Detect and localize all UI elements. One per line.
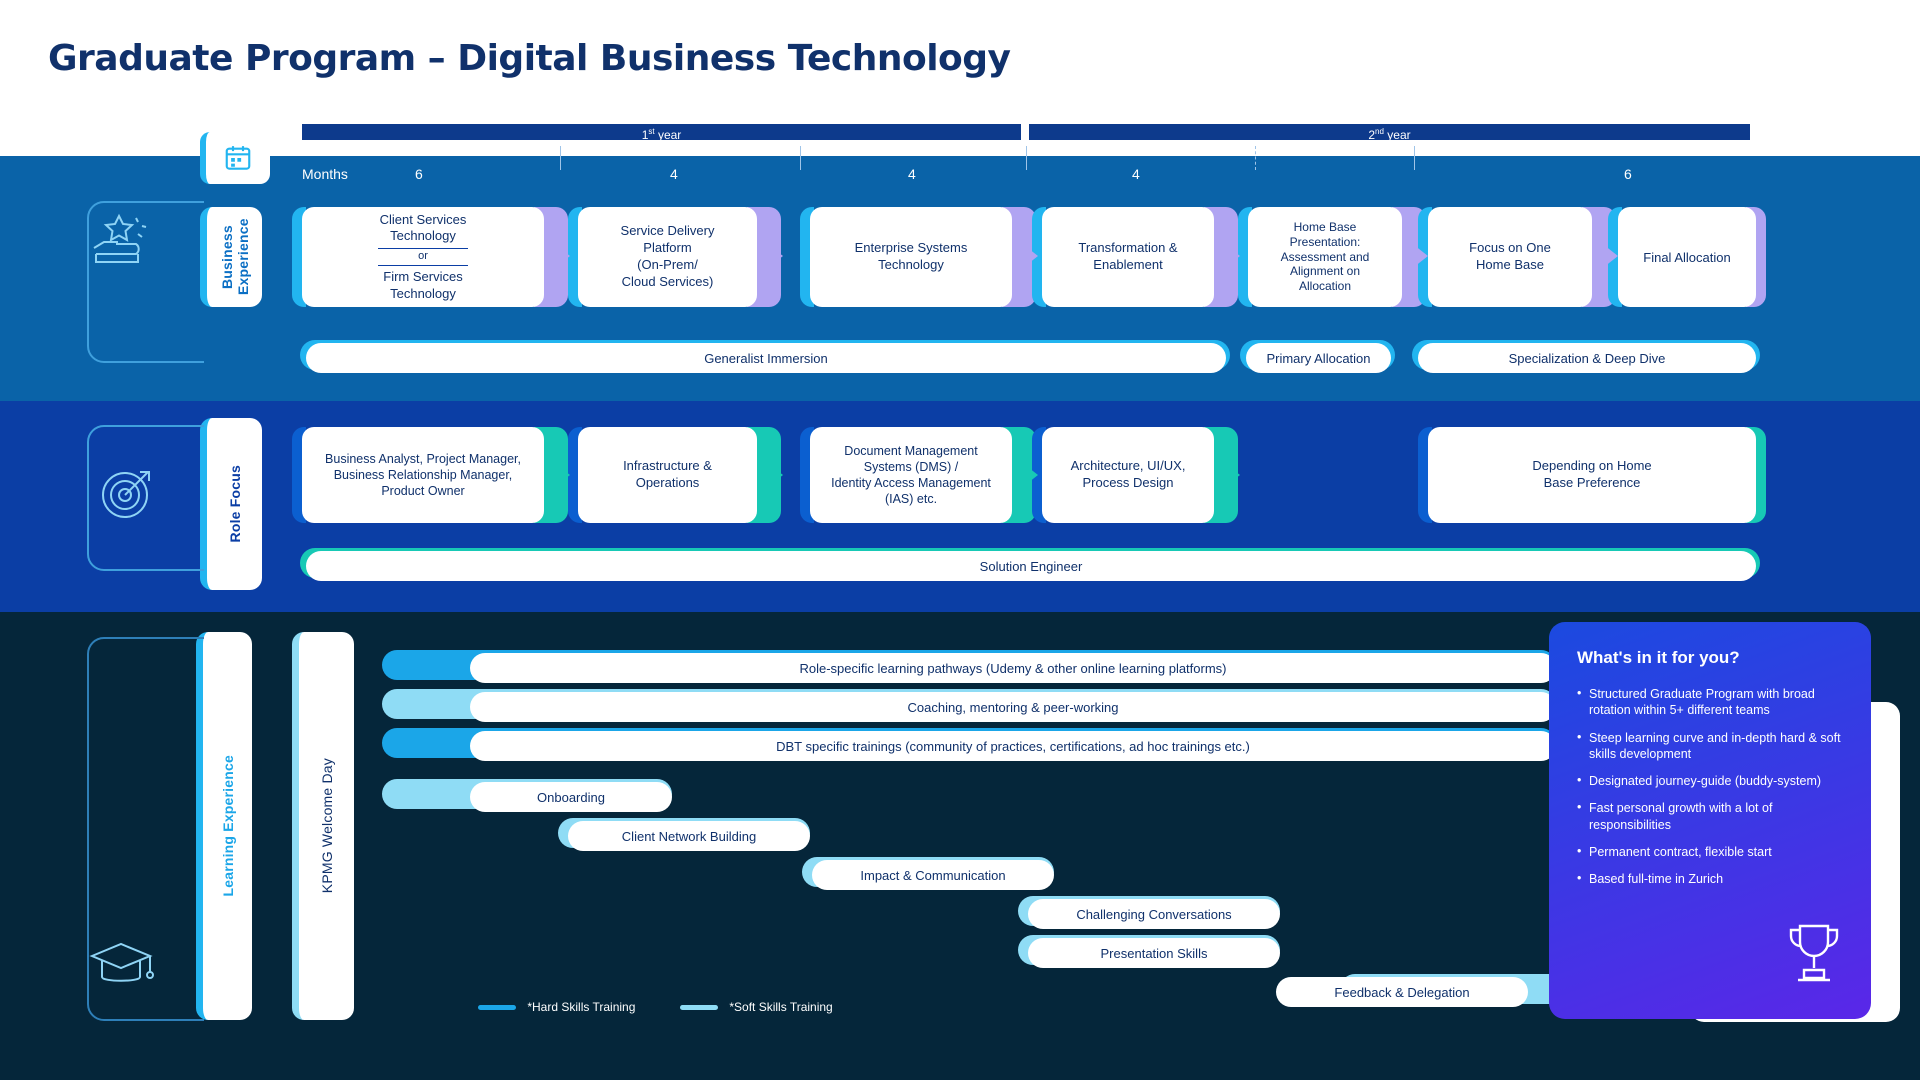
business-card-0-line-2: Firm Services: [383, 269, 463, 285]
role-focus-label-text: Role Focus: [226, 465, 243, 543]
hand-star-icon: [86, 208, 150, 275]
page-title: Graduate Program – Digital Business Technology: [48, 38, 1011, 79]
graduation-cap-icon: [86, 938, 156, 1001]
role-card-4[interactable]: [1418, 427, 1762, 523]
learning-bar-5-label: Impact & Communication: [860, 867, 1006, 883]
benefits-item-4: • Permanent contract, flexible start: [1577, 844, 1847, 860]
year-2-bar: [1029, 124, 1750, 140]
business-card-5-line-0: Focus on One: [1469, 240, 1551, 256]
business-card-5[interactable]: [1418, 207, 1598, 307]
role-card-3-line-0: Architecture, UI/UX,: [1070, 458, 1186, 474]
months-label: Months: [302, 166, 348, 182]
year-2-suffix: year: [1383, 128, 1411, 142]
year-2-sup: nd: [1375, 127, 1384, 136]
role-card-2-line-3: (IAS) etc.: [884, 492, 938, 506]
role-card-0-line-0: Business Analyst, Project Manager,: [325, 451, 521, 466]
benefits-item-3: • Fast personal growth with a lot of responsibilities: [1577, 800, 1847, 833]
role-card-2-line-0: Document Management: [844, 444, 978, 458]
learning-bar-7-label: Presentation Skills: [1100, 945, 1208, 961]
business-rail-0: [306, 343, 1226, 373]
year-1-number: 1: [641, 128, 649, 142]
business-card-5-line-1: Home Base: [1476, 257, 1544, 272]
business-card-2[interactable]: [800, 207, 1018, 307]
business-card-0-line-3: Technology: [390, 285, 456, 301]
business-card-1-line-2: (On-Prem/: [637, 257, 698, 272]
business-card-0-line-1: Technology: [390, 228, 456, 244]
learning-bar-1: [470, 692, 1556, 722]
role-card-0-line-1: Business Relationship Manager,: [333, 467, 513, 482]
business-card-0[interactable]: [292, 207, 550, 307]
learning-bar-6-label: Challenging Conversations: [1076, 906, 1232, 922]
role-card-4-line-1: Base Preference: [1543, 475, 1641, 490]
role-card-3-line-1: Process Design: [1082, 475, 1174, 490]
business-card-6[interactable]: [1608, 207, 1762, 307]
benefits-item-2: • Designated journey-guide (buddy-system): [1577, 773, 1847, 789]
benefits-list: [1577, 686, 1847, 887]
learning-bar-4-label: Client Network Building: [621, 828, 757, 844]
learning-bar-4: [568, 821, 810, 851]
benefits-item-5: • Based full-time in Zurich: [1577, 871, 1847, 887]
business-card-4-line-2: Assessment and: [1280, 249, 1370, 264]
role-card-3[interactable]: [1032, 427, 1220, 523]
business-card-3-line-0: Transformation &: [1078, 240, 1178, 256]
business-card-6-line-0: Final Allocation: [1643, 249, 1731, 265]
role-rail-0: [306, 551, 1756, 581]
business-card-2-line-1: Technology: [878, 257, 944, 272]
year-1-sup: st: [648, 127, 655, 136]
learning-bar-5: [812, 860, 1054, 890]
business-rail-2-label: Specialization & Deep Dive: [1508, 350, 1666, 366]
business-card-4-line-4: Allocation: [1298, 278, 1352, 293]
learning-bar-3: [470, 782, 672, 812]
legend-soft-swatch: [680, 1005, 718, 1010]
business-card-0-line-0: Client Services: [379, 212, 467, 228]
legend-hard-skills: [478, 1000, 635, 1014]
benefits-panel-title: What's in it for you?: [1577, 648, 1740, 667]
legend-soft-label: *Soft Skills Training: [729, 1000, 833, 1014]
business-card-3-line-1: Enablement: [1093, 257, 1163, 272]
kpmg-welcome-day-text: KPMG Welcome Day: [318, 758, 335, 894]
learning-bar-6: [1028, 899, 1280, 929]
learning-bar-8: [1276, 977, 1528, 1007]
business-card-1[interactable]: [568, 207, 763, 307]
learning-experience-label-text: Learning Experience: [219, 755, 236, 897]
business-card-1-line-0: Service Delivery: [620, 223, 715, 239]
business-card-3[interactable]: [1032, 207, 1220, 307]
learning-bar-8-label: Feedback & Delegation: [1334, 984, 1470, 1000]
learning-bar-7: [1028, 938, 1280, 968]
role-card-1-line-1: Operations: [635, 475, 700, 490]
role-card-1[interactable]: [568, 427, 763, 523]
month-tick-1: 4: [670, 166, 678, 182]
legend-hard-label: *Hard Skills Training: [527, 1000, 636, 1014]
benefits-item-0: • Structured Graduate Program with broad rotation within 5+ different teams: [1577, 686, 1847, 719]
business-card-1-line-1: Platform: [643, 240, 692, 256]
trophy-icon: [1783, 918, 1845, 993]
benefits-item-1: • Steep learning curve and in-depth hard & soft skills development: [1577, 730, 1847, 763]
year-1-bar: [302, 124, 1021, 140]
role-card-2[interactable]: [800, 427, 1018, 523]
role-card-0[interactable]: [292, 427, 550, 523]
business-rail-0-label: Generalist Immersion: [704, 350, 828, 366]
timeline: [0, 112, 1920, 172]
learning-bar-2: [470, 731, 1556, 761]
business-card-4-line-3: Alignment on: [1289, 264, 1361, 279]
learning-bar-0-label: Role-specific learning pathways (Udemy & other online learning platforms): [799, 660, 1227, 676]
month-tick-3: 4: [1132, 166, 1140, 182]
legend-soft-skills: [680, 1000, 833, 1014]
role-card-1-line-0: Infrastructure &: [623, 458, 712, 474]
target-icon: [96, 462, 158, 529]
learning-bar-0: [470, 653, 1556, 683]
business-rail-1: [1246, 343, 1391, 373]
business-rail-1-label: Primary Allocation: [1266, 350, 1371, 366]
business-rail-2: [1418, 343, 1756, 373]
business-card-4[interactable]: [1238, 207, 1408, 307]
role-card-2-line-1: Systems (DMS) /: [863, 460, 959, 474]
benefits-panel: [1549, 622, 1871, 1019]
business-card-1-line-3: Cloud Services): [621, 273, 714, 289]
role-card-2-line-2: Identity Access Management: [831, 476, 991, 490]
month-tick-4: 6: [1624, 166, 1632, 182]
learning-bar-3-label: Onboarding: [537, 789, 605, 805]
business-card-2-line-0: Enterprise Systems: [854, 240, 968, 256]
business-card-4-line-1: Presentation:: [1289, 235, 1361, 250]
learning-bar-2-label: DBT specific trainings (community of practices, certifications, ad hoc trainings etc.): [776, 738, 1250, 754]
year-2-number: 2: [1368, 128, 1376, 142]
month-tick-0: 6: [415, 166, 423, 182]
month-tick-2: 4: [908, 166, 916, 182]
kpmg-welcome-day-label: [292, 632, 354, 1020]
role-card-0-line-2: Product Owner: [381, 484, 465, 499]
learning-bar-1-label: Coaching, mentoring & peer-working: [907, 699, 1119, 715]
business-card-4-line-0: Home Base: [1293, 220, 1357, 235]
business-card-0-or: or: [418, 250, 428, 263]
role-card-4-line-0: Depending on Home: [1532, 458, 1652, 474]
year-1-suffix: year: [654, 128, 682, 142]
role-rail-0-label: Solution Engineer: [979, 558, 1083, 574]
legend-hard-swatch: [478, 1005, 516, 1010]
business-experience-label-text: Business Experience: [218, 218, 251, 296]
